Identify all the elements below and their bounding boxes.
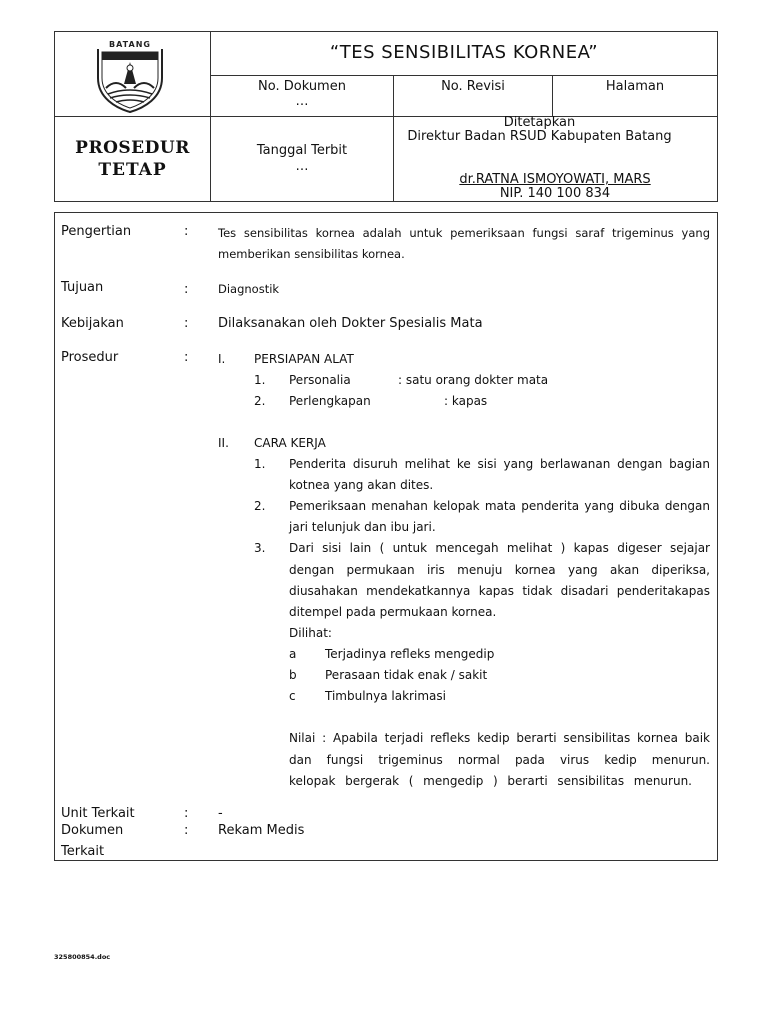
batang-crest-logo	[92, 38, 168, 114]
kebijakan-text: Dilaksanakan oleh Dokter Spesialis Mata	[218, 316, 483, 331]
dokumen-terkait-colon: :	[184, 823, 189, 838]
pengertian-label: Pengertian	[61, 224, 132, 239]
nilai-line3: kelopak bergerak ( mengedip ) berarti sensibilitas menurun.	[289, 774, 692, 788]
pengertian-text-line1: Tes sensibilitas kornea adalah untuk pemeriksaan fungsi saraf trigeminus yang	[218, 226, 710, 240]
document-title: “TES SENSIBILITAS KORNEA”	[329, 42, 599, 63]
tujuan-label: Tujuan	[61, 280, 104, 295]
step3-line1: Dari sisi lain ( untuk mencegah melihat ) kapas digeser sejajar	[289, 541, 710, 555]
dilihat-label: Dilihat:	[289, 626, 332, 640]
approved-by: Direktur Badan RSUD Kabupaten Batang	[407, 129, 672, 144]
item2-number: 2.	[254, 394, 266, 408]
unit-terkait-label: Unit Terkait	[61, 806, 135, 821]
part1-number: I.	[218, 352, 226, 366]
observation-a: Terjadinya refleks mengedip	[325, 647, 495, 661]
page-label: Halaman	[605, 79, 665, 94]
kebijakan-colon: :	[184, 316, 189, 331]
logo-text: BATANG	[92, 40, 168, 49]
tujuan-colon: :	[184, 282, 189, 297]
tujuan-text: Diagnostik	[218, 282, 280, 296]
prosedur-colon: :	[184, 350, 189, 365]
procedure-title-line2: TETAP	[98, 160, 167, 180]
doc-number-value: …	[295, 94, 309, 109]
revision-label: No. Revisi	[441, 79, 505, 94]
step2-line2: jari telunjuk dan ibu jari.	[289, 520, 436, 534]
signer-name: dr.RATNA ISMOYOWATI, MARS	[459, 172, 651, 187]
unit-terkait-colon: :	[184, 806, 189, 821]
step1-line2: kotnea yang akan dites.	[289, 478, 434, 492]
step2-number: 2.	[254, 499, 266, 513]
item2-label: Perlengkapan	[289, 394, 371, 408]
kebijakan-label: Kebijakan	[61, 316, 124, 331]
observation-a-letter: a	[289, 647, 297, 661]
step3-line4: ditempel pada permukaan kornea.	[289, 605, 497, 619]
issue-date-label: Tanggal Terbit	[256, 143, 348, 158]
crest-icon	[92, 38, 168, 114]
item1-number: 1.	[254, 373, 266, 387]
observation-c: Timbulnya lakrimasi	[325, 689, 446, 703]
dokumen-terkait-value: Rekam Medis	[218, 823, 305, 838]
issue-date-value: …	[295, 159, 309, 174]
pengertian-colon: :	[184, 224, 189, 239]
item2-value: : kapas	[444, 394, 488, 408]
step3-number: 3.	[254, 541, 266, 555]
part2-number: II.	[218, 436, 229, 450]
doc-number-label: No. Dokumen	[258, 79, 346, 94]
signer-nip: NIP. 140 100 834	[499, 186, 611, 201]
nilai-line2: dan fungsi trigeminus normal pada virus kedip menurun.	[289, 753, 710, 767]
step1-line1: Penderita disuruh melihat ke sisi yang berlawanan dengan bagian	[289, 457, 710, 471]
item1-label: Personalia	[289, 373, 351, 387]
dokumen-terkait-label-line2: Terkait	[61, 844, 105, 859]
unit-terkait-value: -	[218, 806, 223, 821]
step1-number: 1.	[254, 457, 266, 471]
observation-b-letter: b	[289, 668, 297, 682]
observation-b: Perasaan tidak enak / sakit	[325, 668, 488, 682]
part2-title: CARA KERJA	[254, 436, 326, 450]
approved-label: Ditetapkan	[503, 115, 576, 130]
dokumen-terkait-label-line1: Dokumen	[61, 823, 124, 838]
step3-line3: diusahakan mendekatkannya kapas tidak disadari penderitakapas	[289, 584, 710, 598]
footer-filename: 325800854.doc	[54, 953, 111, 961]
procedure-title-line1: PROSEDUR	[75, 138, 190, 158]
step2-line1: Pemeriksaan menahan kelopak mata penderita yang dibuka dengan	[289, 499, 710, 513]
pengertian-text-line2: memberikan sensibilitas kornea.	[218, 247, 405, 261]
item1-value: : satu orang dokter mata	[398, 373, 549, 387]
prosedur-label: Prosedur	[61, 350, 119, 365]
nilai-line1: Nilai : Apabila terjadi refleks kedip berarti sensibilitas kornea baik	[289, 731, 710, 745]
step3-line2: dengan permukaan iris menuju kornea yang akan diperiksa,	[289, 563, 710, 577]
part1-title: PERSIAPAN ALAT	[254, 352, 354, 366]
observation-c-letter: c	[289, 689, 296, 703]
